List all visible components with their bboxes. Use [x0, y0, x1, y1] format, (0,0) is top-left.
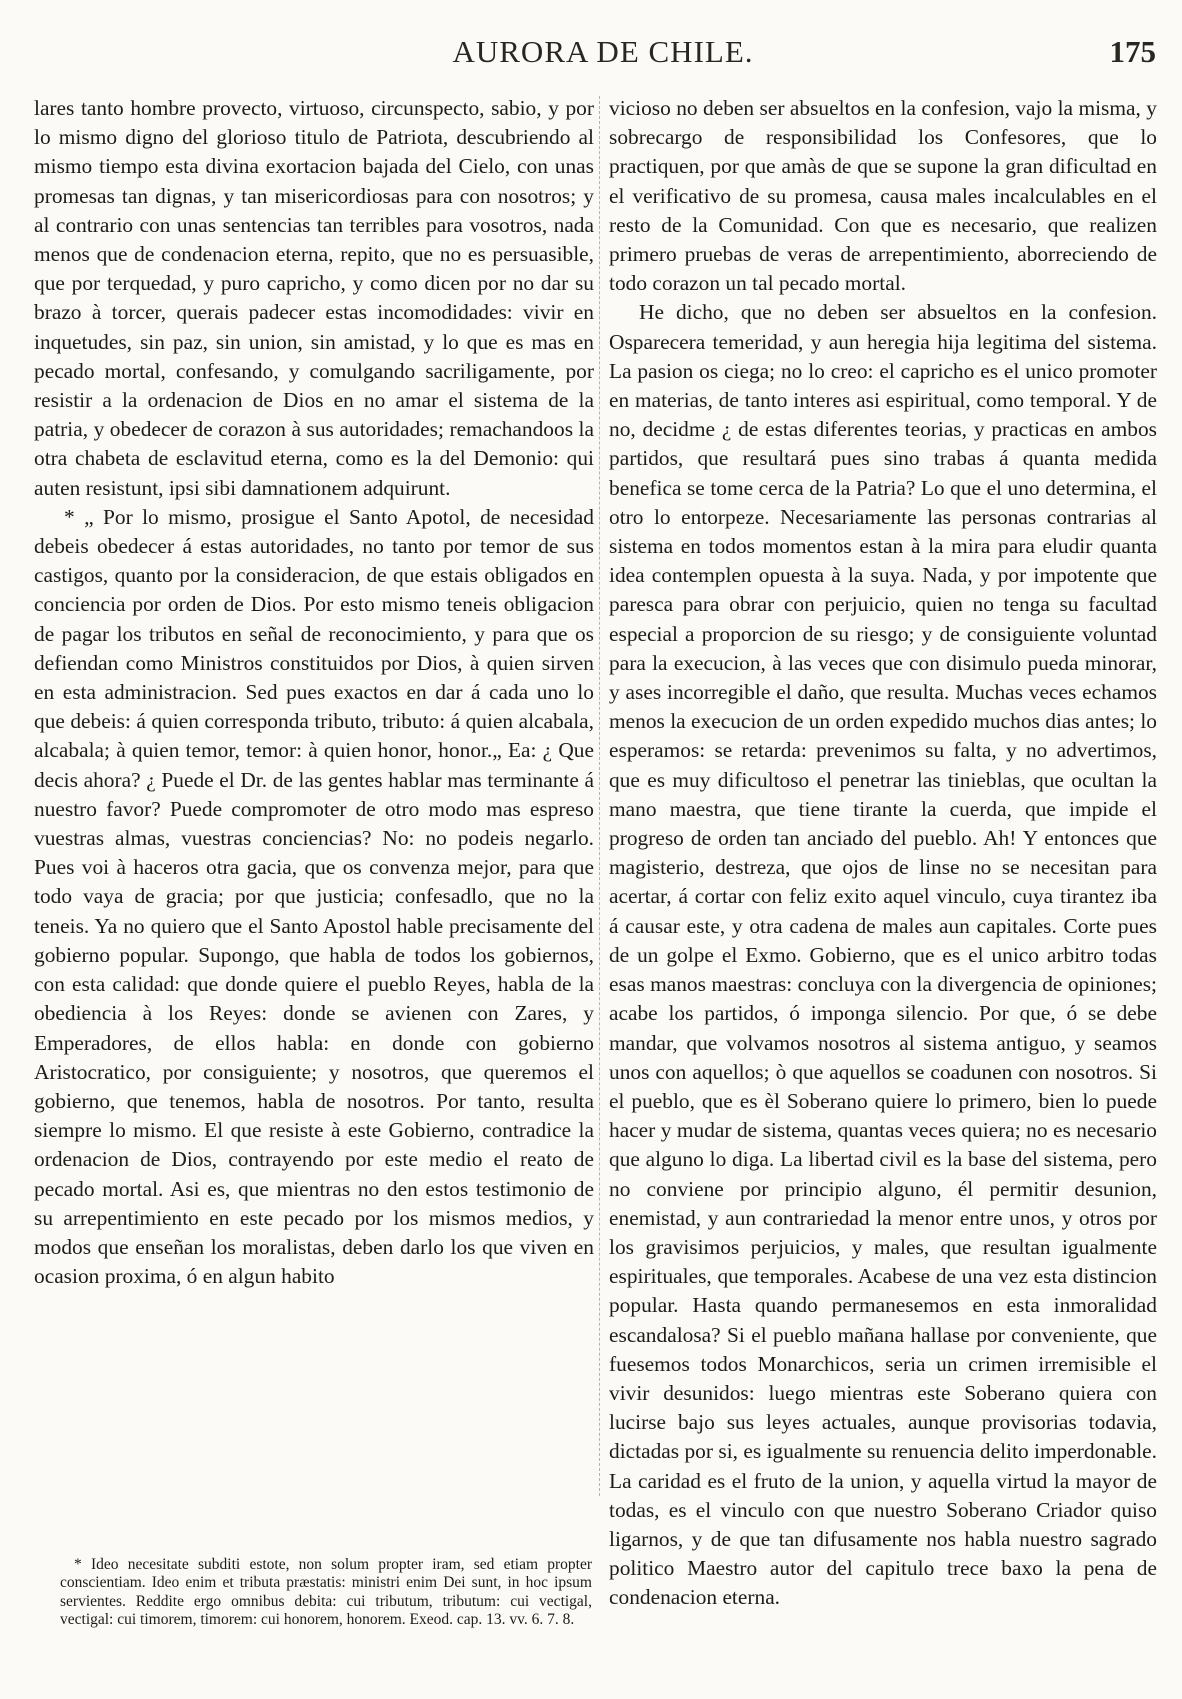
- left-column: [34, 94, 594, 1291]
- page-header: [36, 34, 1170, 78]
- footnote: [60, 1556, 592, 1630]
- running-title: AURORA DE CHILE.: [452, 34, 754, 69]
- footnote-text: * Ideo necesitate subditi estote, non solum propter iram, sed etiam propter conscientiam. Ideo enim et tributa præstatis: ministri enim Dei sunt, in hoc ipsum servientes. Reddite ergo omnibus debita: cui tributum, tributum: cui vectigal, vectigal: cui timorem, timorem: cui honorem, honorem. Exeod. cap. 13. vv. 6. 7. 8.: [60, 1556, 592, 1629]
- left-paragraph-1: lares tanto hombre provecto, virtuoso, circunspecto, sabio, y por lo mismo digno del glorioso titulo de Patriota, descubriendo al mismo tiempo esta divina exortacion bajada del Cielo, con unas promesas tan dignas, y tan misericordiosas para con nosotros; y al contrario con unas sentencias tan terribles para vosotros, nada menos que de condenacion eterna, repito, que no es persuasible, que por terquedad, y puro capricho, y como dicen por no dar su brazo à torcer, querais padecer estas incomodidades: vivir en inquetudes, sin paz, sin union, sin amistad, y lo que es mas en pecado mortal, confesando, y comulgando sacriligamente, por resistir a la ordenacion de Dios en no amar el sistema de la patria, y obedecer de corazon à sus autoridades; remachandoos la otra chabeta de esclavitud eterna, como es la del Demonio: qui auten resistunt, ipsi sibi damnationem adquirunt.: [34, 96, 594, 500]
- right-column: [609, 94, 1157, 1613]
- page-number: 175: [1109, 34, 1156, 69]
- column-divider: [599, 96, 600, 1496]
- left-paragraph-2: * „ Por lo mismo, prosigue el Santo Apotol, de necesidad debeis obedecer á estas autoridades, no tanto por temor de sus castigos, quanto por la consideracion, de que estais obligados en conciencia por orden de Dios. Por esto mismo teneis obligacion de pagar los tributos en señal de reconocimiento, y para que os defiendan como Ministros constituidos por Dios, à quien sirven en esta administracion. Sed pues exactos en dar á cada uno lo que debeis: á quien corresponda tributo, tributo: á quien alcabala, alcabala; à quien temor, temor: à quien honor, honor.„ Ea: ¿ Que decis ahora? ¿ Puede el Dr. de las gentes hablar mas terminante á nuestro favor? Puede compromoter de otro modo mas espreso vuestras almas, vuestras conciencias? No: no podeis negarlo. Pues voi à haceros otra gacia, que os convenza mejor, para que todo vaya de gracia; por que justicia; confesadlo, que no la teneis. Ya no quiero que el Santo Apostol hable precisamente del gobierno popular. Supongo, que habla de todos los gobiernos, con esta calidad: que donde quiere el pueblo Reyes, habla de la obediencia à los Reyes: donde se avienen con Zares, y Emperadores, de ellos habla: en donde con gobierno Aristocratico, por consiguiente; y nosotros, que queremos el gobierno, que tenemos, habla de nosotros. Por tanto, resulta siempre lo mismo. El que resiste à este Gobierno, contradice la ordenacion de Dios, contrayendo por este medio el reato de pecado mortal. Asi es, que mientras no den estos testimonio de su arrepentimiento en este pecado por los mismos medios, y modos que enseñan los moralistas, deben darlo los que viven en ocasion proxima, ó en algun habito: [34, 504, 594, 1289]
- right-paragraph-1: vicioso no deben ser absueltos en la confesion, vajo la misma, y sobrecargo de responsibilidad los Confesores, que lo practiquen, por que amàs de que se supone la gran dificultad en el verificativo de su promesa, causa males incalculables en el resto de la Comunidad. Con que es necesario, que realizen primero pruebas de veras de arrepentimiento, aborreciendo de todo corazon un tal pecado mortal.: [609, 96, 1157, 296]
- right-paragraph-2: He dicho, que no deben ser absueltos en la confesion. Osparecera temeridad, y aun heregia hija legitima del sistema. La pasion os ciega; no lo creo: el capricho es el unico promoter en materias, de tanto interes asi espiritual, como temporal. Y de no, decidme ¿ de estas diferentes teorias, y practicas en ambos partidos, que resultará pues sino trabas á quanta medida benefica se tome cerca de la Patria? Lo que el uno determina, el otro lo entorpeze. Necesariamente las personas contrarias al sistema en todos momentos estan à la mira para eludir quanta idea contemplen opuesta à la suya. Nada, y por impotente que paresca para obrar con perjuicio, quien no tenga su facultad especial a proporcion de su riesgo; y de consiguiente voluntad para la execucion, à las veces que con disimulo pueda minorar, y ases incorregible el daño, que resulta. Muchas veces echamos menos la execucion de un orden expedido muchos dias antes; lo esperamos: se retarda: prevenimos su falta, y no advertimos, que es muy dificultoso el penetrar las tinieblas, que ocultan la mano maestra, que tiene tirante la cuerda, que impide el progreso de orden tan anciado del pueblo. Ah! Y entonces que magisterio, destreza, que ojos de linse no se necesitan para acertar, á cortar con feliz exito aquel vinculo, cuya tirantez iba á causar este, y otra cadena de males aun capitales. Corte pues de un golpe el Exmo. Gobierno, que es el unico arbitro todas esas manos maestras: concluya con la divergencia de opiniones; acabe los partidos, ó imponga silencio. Por que, ó se debe mandar, que volvamos nosotros al sistema antiguo, y seamos unos con aquellos; ò que aquellos se coadunen con nosotros. Si el pueblo, que es èl Soberano quiere lo primero, bien lo puede hacer y mudar de sistema, quantas veces quiera; no es necesario que alguno lo diga. La libertad civil es la base del sistema, pero no conviene por principio alguno, él permitir desunion, enemistad, y aun contrariedad la menor entre unos, y otros por los gravisimos perjuicios, y males, que resultan igualmente espirituales, que temporales. Acabese de una vez esta distincion popular. Hasta quando permanesemos en esta inmoralidad escandalosa? Si el pueblo mañana hallase por conveniente, que fuesemos todos Monarchicos, seria un crimen irremisible el vivir desunidos: luego mientras este Soberano quiera con lucirse bajo sus leyes actuales, aunque provisorias todavia, dictadas por si, es igualmente su renuencia delito imperdonable. La caridad es el fruto de la union, y aquella virtud la mayor de todas, es el vinculo con que nuestro Soberano Criador quiso ligarnos, y de que tan difusamente nos habla nuestro sagrado politico Maestro autor del capitulo trece baxo la pena de condenacion eterna.: [609, 300, 1157, 1610]
